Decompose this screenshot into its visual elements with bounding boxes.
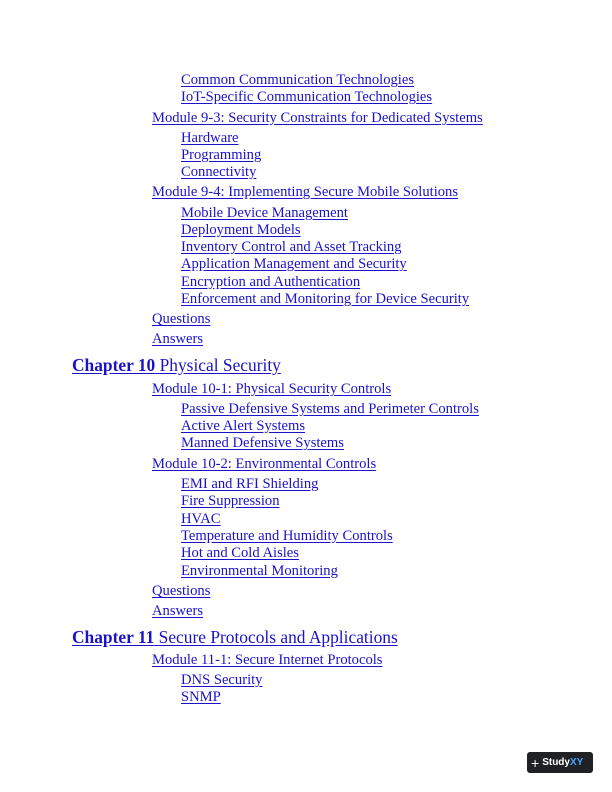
toc-module-link[interactable]: Answers [152,603,204,619]
toc-module-link[interactable]: Module 10-2: Environmental Controls [152,456,377,472]
toc-module-link[interactable]: Questions [152,583,211,599]
chapter-number: Chapter 10 [72,355,156,375]
toc-link[interactable]: Application Management and Security [181,256,407,272]
chapter-title: Secure Protocols and Applications [158,627,398,647]
toc-link[interactable]: Connectivity [181,164,257,180]
toc-link[interactable]: Environmental Monitoring [181,563,338,579]
toc-link[interactable]: Common Communication Technologies [181,72,415,88]
toc-link[interactable]: Hot and Cold Aisles [181,545,299,561]
chapter-title: Physical Security [159,355,281,375]
toc-link[interactable]: SNMP [181,689,221,705]
toc-link[interactable]: HVAC [181,511,221,527]
chapter-number: Chapter 11 [72,627,155,647]
plus-icon: + [531,754,540,771]
toc-chapter-link[interactable] [72,627,398,647]
toc-link[interactable]: Temperature and Humidity Controls [181,528,393,544]
toc-module-link[interactable]: Module 11-1: Secure Internet Protocols [152,652,383,668]
toc-link[interactable]: EMI and RFI Shielding [181,476,319,492]
toc-link[interactable]: Programming [181,147,262,163]
toc-link[interactable]: Passive Defensive Systems and Perimeter Controls [181,401,479,417]
toc-link[interactable]: Manned Defensive Systems [181,435,344,451]
toc-link[interactable]: Inventory Control and Asset Tracking [181,239,402,255]
toc-link[interactable]: Hardware [181,130,239,146]
toc-link[interactable]: Encryption and Authentication [181,274,361,290]
toc-link[interactable]: Active Alert Systems [181,418,306,434]
toc-link[interactable]: IoT-Specific Communication Technologies [181,89,433,105]
brand-accent: XY [569,757,584,768]
toc-module-link[interactable]: Module 9-3: Security Constraints for Dedicated Systems [152,110,483,126]
toc-link[interactable]: Fire Suppression [181,493,280,509]
toc-chapter-link[interactable] [72,355,281,375]
studyxy-watermark [527,752,593,773]
toc-module-link[interactable]: Questions [152,311,211,327]
toc-link[interactable]: Enforcement and Monitoring for Device Security [181,291,470,307]
toc-module-link[interactable]: Answers [152,331,204,347]
toc-link[interactable]: Deployment Models [181,222,301,238]
brand-main: Study [542,757,570,768]
toc-module-link[interactable]: Module 9-4: Implementing Secure Mobile Solutions [152,184,459,200]
toc-module-link[interactable]: Module 10-1: Physical Security Controls [152,381,392,397]
toc-link[interactable]: Mobile Device Management [181,205,348,221]
toc-link[interactable]: DNS Security [181,672,263,688]
